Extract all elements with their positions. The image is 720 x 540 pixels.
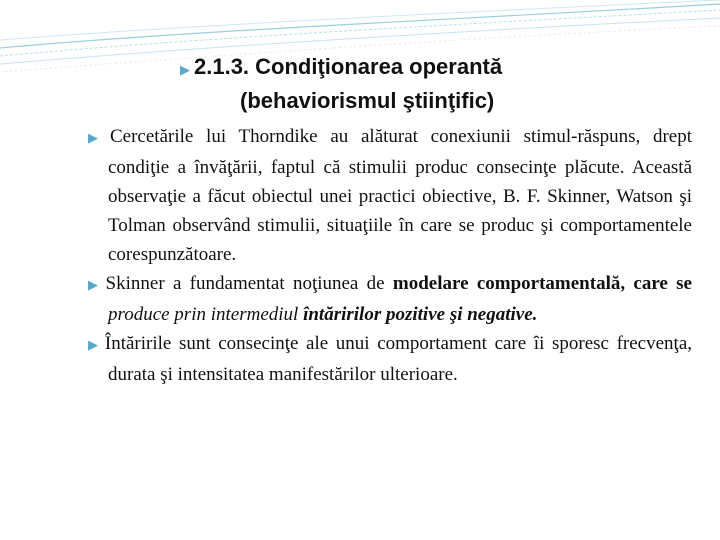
paragraph-3 <box>88 329 692 389</box>
intariri-emphasis: întăririlor pozitive şi negative. <box>303 304 538 325</box>
slide-body <box>88 122 692 389</box>
modelare-emphasis: modelare comportamentală, <box>392 273 626 294</box>
paragraph-2 <box>88 269 692 329</box>
paragraph-2-part-1: Skinner a fundamentat noţiunea de <box>105 273 393 294</box>
triangle-bullet-icon: ▶ <box>88 131 106 146</box>
paragraph-2-part-3: care se <box>625 273 692 294</box>
slide-title <box>180 52 700 116</box>
triangle-bullet-icon: ▶ <box>180 63 190 78</box>
title-line-1: 2.1.3. Condiţionarea operantă <box>194 54 503 79</box>
triangle-bullet-icon: ▶ <box>88 278 102 293</box>
title-line-2: (behaviorismul ştiinţific) <box>240 88 495 113</box>
paragraph-1-text: Cercetările lui Thorndike au alăturat conexiunii stimul-răspuns, drept condiţie a învăţării, faptul că stimulii produc consecinţe plăcute. Această observaţie a făcut obiectul unei practici obiective, B. F. Skinner, Watson şi Tolman observând stimulii, situaţiile în care se produc şi comportamentele corespunzătoare. <box>108 126 693 265</box>
triangle-bullet-icon: ▶ <box>88 338 101 353</box>
paragraph-2-part-4: produce prin intermediul <box>108 304 304 325</box>
paragraph-1 <box>88 122 692 269</box>
paragraph-3-text: Întăririle sunt consecinţe ale unui comportament care îi sporesc frecvenţa, durata şi intensitatea manifestărilor ulterioare. <box>104 333 692 385</box>
